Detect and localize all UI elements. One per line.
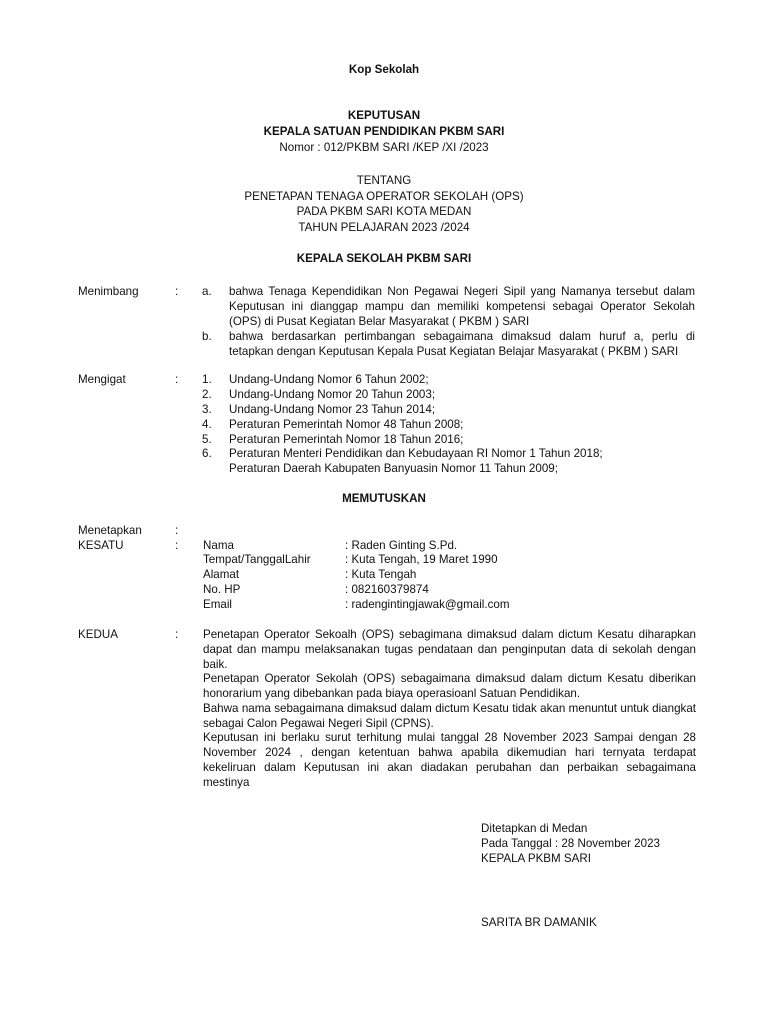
menimbang-label: Menimbang	[78, 285, 139, 298]
field-value: : Kuta Tengah, 19 Maret 1990	[345, 553, 498, 566]
tentang-heading: TENTANG	[356, 174, 412, 187]
menimbang-item: bahwa berdasarkan pertimbangan sebagaimana dimaksud dalam huruf a, perlu di tetapkan dengan Keputusan Kepala Pusat Kegiatan Belajar Masyarakat ( PKBM ) SARI	[229, 330, 695, 358]
list-marker: 1.	[202, 373, 212, 386]
kedua-paragraph: Bahwa nama sebagaimana dimaksud dalam dictum Kesatu tidak akan menuntut untuk diangkat sebagai Calon Pegawai Negeri Sipil (CPNS).	[203, 702, 696, 730]
menimbang-item: bahwa Tenaga Kependidikan Non Pegawai Negeri Sipil yang Namanya tersebut dalam Keputusan ini dianggap mampu dan memiliki kompetensi sebagai Operator Sekolah (OPS) di Pusat Kegiatan Belar Masyarakat ( PKBM ) SARI	[229, 285, 695, 328]
mengingat-item: Peraturan Menteri Pendidikan dan Kebudayaan RI Nomor 1 Tahun 2018;	[229, 447, 603, 460]
kesatu-label: KESATU	[78, 539, 124, 552]
mengingat-label: Mengigat	[78, 373, 126, 386]
kop-sekolah: Kop Sekolah	[348, 63, 420, 76]
kedua-paragraph: Penetapan Operator Sekoalh (OPS) sebagimana dimaksud dalam dictum Kesatu diharapkan dapat dan mampu melaksanakan tugas pendataan dan penginputan data di sekolah dengan baik.	[203, 628, 696, 671]
nomor-surat: Nomor : 012/PKBM SARI /KEP /XI /2023	[279, 141, 489, 154]
colon: :	[175, 285, 179, 298]
list-marker: 3.	[202, 403, 212, 416]
subject-line: PENETAPAN TENAGA OPERATOR SEKOLAH (OPS)	[244, 190, 524, 203]
field-name: No. HP	[203, 583, 241, 596]
signature-place: Ditetapkan di Medan	[481, 822, 588, 835]
kedua-paragraph: Penetapan Operator Sekolah (OPS) sebagaimana dimaksud dalam dictum Kesatu diberikan honorarium yang dibebankan pada biaya operasioanl Satuan Pendidikan.	[203, 672, 696, 700]
subject-line: PADA PKBM SARI KOTA MEDAN	[296, 205, 472, 218]
issuer-heading: KEPALA SEKOLAH PKBM SARI	[296, 252, 472, 265]
field-value: : Kuta Tengah	[345, 568, 417, 581]
kedua-paragraph: Keputusan ini berlaku surut terhitung mulai tanggal 28 November 2023 Sampai dengan 28 November 2024 , dengan ketentuan bahwa apabila dikemudian hari ternyata terdapat kekeliruan dalam Keputusan ini akan diadakan perubahan dan perbaikan sebagaimana mestinya	[203, 731, 696, 789]
kedua-label: KEDUA	[78, 628, 118, 641]
mengingat-item: Peraturan Daerah Kabupaten Banyuasin Nomor 11 Tahun 2009;	[229, 462, 558, 475]
field-value: : 082160379874	[345, 583, 429, 596]
mengingat-item: Peraturan Pemerintah Nomor 48 Tahun 2008;	[229, 418, 464, 431]
subject-line: TAHUN PELAJARAN 2023 /2024	[298, 221, 470, 234]
list-marker: 6.	[202, 447, 212, 460]
list-marker: 4.	[202, 418, 212, 431]
list-marker: 5.	[202, 433, 212, 446]
field-name: Email	[203, 598, 232, 611]
field-name: Alamat	[203, 568, 240, 581]
field-name: Nama	[203, 539, 234, 552]
signature-date: Pada Tanggal : 28 November 2023	[481, 837, 660, 850]
signature-title: KEPALA PKBM SARI	[481, 852, 591, 865]
keputusan-heading: KEPUTUSAN	[347, 109, 421, 122]
list-marker: b.	[202, 330, 212, 343]
kepala-heading: KEPALA SATUAN PENDIDIKAN PKBM SARI	[263, 125, 505, 138]
mengingat-item: Peraturan Pemerintah Nomor 18 Tahun 2016;	[229, 433, 464, 446]
field-name: Tempat/TanggalLahir	[203, 553, 311, 566]
signature-name: SARITA BR DAMANIK	[481, 916, 597, 929]
mengingat-item: Undang-Undang Nomor 23 Tahun 2014;	[229, 403, 436, 416]
colon: :	[175, 539, 179, 552]
colon: :	[175, 628, 179, 641]
colon: :	[175, 373, 179, 386]
menetapkan-label: Menetapkan	[78, 524, 142, 537]
list-marker: a.	[202, 285, 212, 298]
memutuskan-heading: MEMUTUSKAN	[342, 492, 426, 505]
list-marker: 2.	[202, 388, 212, 401]
field-value: : radengintingjawak@gmail.com	[345, 598, 510, 611]
mengingat-item: Undang-Undang Nomor 20 Tahun 2003;	[229, 388, 436, 401]
colon: :	[175, 524, 179, 537]
mengingat-item: Undang-Undang Nomor 6 Tahun 2002;	[229, 373, 429, 386]
field-value: : Raden Ginting S.Pd.	[345, 539, 458, 552]
